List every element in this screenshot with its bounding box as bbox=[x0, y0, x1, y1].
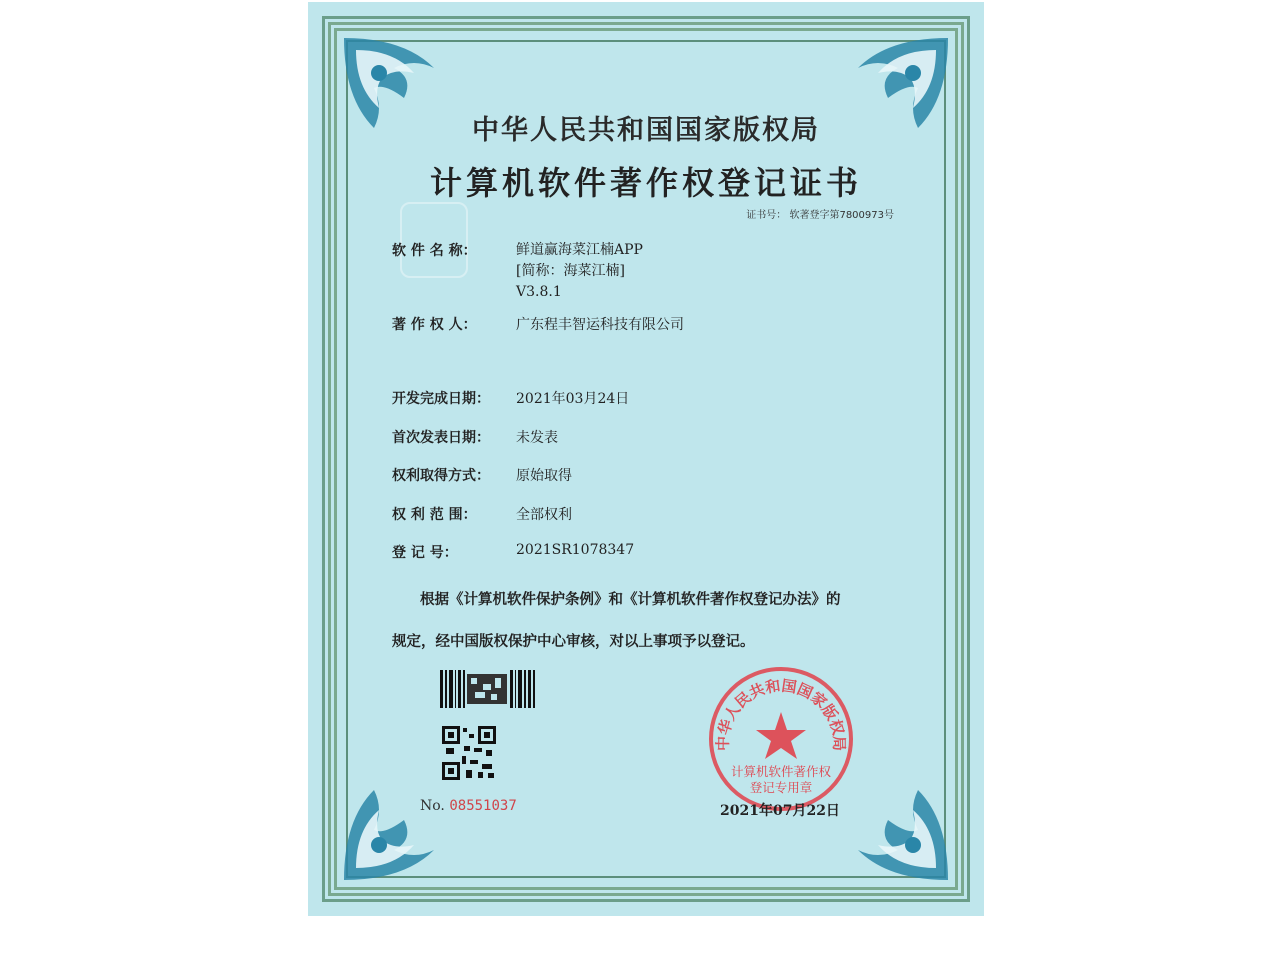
field-value: 鲜道赢海菜江楠APP bbox=[516, 242, 643, 258]
field-value: 全部权利 bbox=[516, 507, 572, 523]
field-value: 2021年03月24日 bbox=[516, 391, 630, 407]
field-label: 软 件 名 称： bbox=[392, 243, 477, 259]
seal-arc-text: 中华人民共和国国家版权局 bbox=[713, 676, 849, 752]
serial-prefix: No. bbox=[420, 798, 445, 814]
field-label: 登 记 号： bbox=[392, 545, 458, 561]
qr-code bbox=[442, 726, 496, 780]
field-label: 权利取得方式： bbox=[392, 468, 490, 484]
field-registration-number bbox=[392, 542, 634, 562]
certificate-number-label: 证书号： bbox=[746, 210, 787, 221]
field-acquisition-method bbox=[392, 465, 572, 485]
field-value: [简称：海菜江楠] bbox=[516, 263, 625, 279]
field-value: 未发表 bbox=[516, 430, 558, 446]
serial-number bbox=[420, 798, 517, 814]
serial-value: 08551037 bbox=[449, 798, 517, 814]
field-value: V3.8.1 bbox=[516, 284, 562, 300]
corner-ornament bbox=[838, 770, 958, 890]
issue-date: 2021年07月22日 bbox=[720, 803, 840, 819]
field-value: 广东程丰智运科技有限公司 bbox=[516, 317, 684, 333]
field-label: 首次发表日期： bbox=[392, 430, 490, 446]
field-completion-date bbox=[392, 388, 629, 408]
statement-line-1: 根据《计算机软件保护条例》和《计算机软件著作权登记办法》的 bbox=[420, 591, 841, 608]
field-software-name bbox=[392, 240, 643, 303]
statement-line-2: 规定，经中国版权保护中心审核，对以上事项予以登记。 bbox=[392, 633, 755, 650]
field-label: 开发完成日期： bbox=[392, 391, 490, 407]
barcode bbox=[440, 670, 538, 708]
issuing-authority: 中华人民共和国国家版权局 bbox=[472, 115, 820, 146]
field-value: 原始取得 bbox=[516, 468, 572, 484]
corner-ornament bbox=[334, 770, 454, 890]
certificate bbox=[308, 2, 984, 916]
official-seal bbox=[706, 664, 856, 814]
certificate-number bbox=[746, 206, 894, 221]
field-rights-scope bbox=[392, 504, 572, 524]
field-copyright-owner bbox=[392, 314, 684, 334]
field-label: 著 作 权 人： bbox=[392, 317, 477, 333]
field-label: 权 利 范 围： bbox=[392, 507, 477, 523]
field-first-publication bbox=[392, 427, 558, 447]
seal-line-2: 登记专用章 bbox=[749, 780, 813, 795]
seal-line-1: 计算机软件著作权 bbox=[730, 764, 832, 779]
field-value: 2021SR1078347 bbox=[516, 542, 635, 558]
certificate-number-value: 软著登字第7800973号 bbox=[789, 210, 894, 221]
certificate-title: 计算机软件著作权登记证书 bbox=[429, 164, 862, 202]
